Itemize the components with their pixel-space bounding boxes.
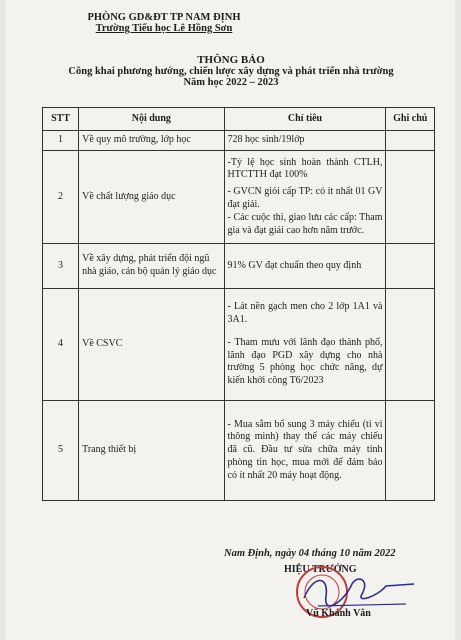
agency-name: PHÒNG GD&ĐT TP NAM ĐỊNH [87,12,241,23]
target-item: -Tỷ lệ học sinh hoàn thành CTLH, HTCTTH đạt 100% [227,156,383,181]
target-item: 728 học sinh/19lớp [227,134,305,146]
table-row [43,289,435,401]
row-note [386,401,435,501]
row-target [224,131,386,151]
header-note: Ghi chú [386,108,435,131]
signer-name: Vũ Khánh Vân [306,608,371,619]
targets-table [42,107,435,501]
document-header [64,12,264,34]
row-note [386,244,435,289]
table-row [43,401,435,501]
row-content: Về quy mô trường, lớp học [79,131,224,151]
place-date: Nam Định, ngày 04 tháng 10 năm 2022 [224,548,396,559]
row-stt: 2 [43,151,79,244]
header-target: Chỉ tiêu [224,108,386,131]
document-subtitle: Công khai phương hướng, chiến lược xây dựng và phát triển nhà trường [68,66,394,77]
row-stt: 5 [43,401,79,501]
row-note [386,151,435,244]
row-stt: 1 [43,131,79,151]
document-page [6,0,455,640]
target-item: - GVCN giỏi cấp TP: có ít nhất 01 GV đạt giải. [227,186,383,210]
document-title: THÔNG BÁO [197,54,265,66]
row-target [224,244,386,289]
row-stt: 4 [43,289,79,401]
row-target [224,401,386,501]
target-item: - Các cuộc thi, giao lưu các cấp: Tham gia và đạt giải cao hơn năm trước. [227,211,383,236]
handwritten-signature [304,579,414,606]
header-content: Nội dung [79,108,224,131]
table-row [43,244,435,289]
row-target [224,289,386,401]
target-item: - Tham mưu với lãnh đạo thành phố, lãnh đạo PGD xây dựng cho nhà trường 5 phòng học chức năng, dự kiến khởi công T6/2023 [227,336,383,387]
title-block [26,54,436,88]
table-row [43,151,435,244]
school-name: Trường Tiểu học Lê Hồng Sơn [95,23,233,34]
target-item: - Lát nền gạch men cho 2 lớp 1A1 và 3A1. [227,301,383,325]
target-item: - Mua sắm bổ sung 3 máy chiếu (ti vi thông minh) thay thế các máy chiếu đã cũ. Đầu tư sửa chữa máy tính phòng tin học, mua mới để đảm bảo có ít nhất 20 máy hoạt động. [227,418,383,481]
row-content: Về CSVC [79,289,224,401]
header-stt: STT [43,108,79,131]
table-row [43,131,435,151]
row-content: Trang thiết bị [79,401,224,501]
row-note [386,131,435,151]
school-year: Năm học 2022 – 2023 [183,77,279,88]
signer-role: HIỆU TRƯỞNG [284,564,357,575]
row-content: Về xây dựng, phát triển đội ngũ nhà giáo, cán bộ quản lý giáo dục [79,244,224,289]
row-stt: 3 [43,244,79,289]
row-target [224,151,386,244]
target-item: 91% GV đạt chuẩn theo quy định [227,259,362,271]
row-content: Về chất lượng giáo dục [79,151,224,244]
row-note [386,289,435,401]
table-header-row [43,108,435,131]
